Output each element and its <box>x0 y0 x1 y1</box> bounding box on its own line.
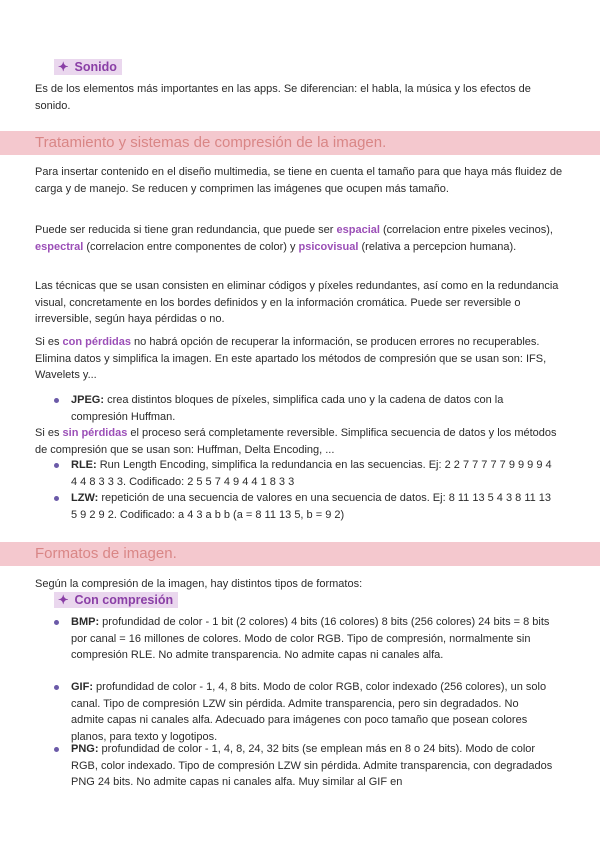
sonido-paragraph: Es de los elementos más importantes en las apps. Se diferencian: el habla, la música y los efectos de sonido. <box>35 83 531 112</box>
list-item-gif <box>54 679 554 745</box>
bullet-icon <box>54 747 59 752</box>
term-gif: GIF: <box>71 681 93 693</box>
compresion-paragraph-2 <box>35 222 565 255</box>
compresion-paragraph-3: Las técnicas que se usan consisten en eliminar códigos y píxeles redundantes, así como en la redundancia visual, concretamente en los bordes definidos y en la información cromática. Puede ser reversible o irreversible, según haya pérdidas o no. <box>35 280 559 325</box>
con-compresion-subheading <box>54 592 178 608</box>
text-run: profundidad de color - 1, 4, 8 bits. Modo de color RGB, color indexado (256 colores), un solo canal. Tipo de compresión LZW sin pérdida. Admite transparencia, pero sin degradados. No admite capas ni canales alfa. Adecuado para imágenes con poco tamaño que posean colores planos, para texto y logotipos. <box>71 681 547 743</box>
highlight-espacial: espacial <box>336 224 380 236</box>
highlight-sin-perdidas: sin pérdidas <box>62 427 128 439</box>
text-run: profundidad de color - 1, 4, 8, 24, 32 bits (se emplean más en 8 o 24 bits). Modo de color RGB, color indexado. Tipo de compresión LZW sin pérdida. Admite transparencia, con degradados PNG 24 bits. No admite capas ni canales alfa. Muy similar al GIF en <box>71 743 553 788</box>
star-icon: ✦ <box>58 60 69 74</box>
list-item-text <box>71 679 554 745</box>
compresion-heading: Tratamiento y sistemas de compresión de la imagen. <box>35 134 387 151</box>
text-run: profundidad de color - 1 bit (2 colores) 4 bits (16 colores) 8 bits (256 colores) 24 bits = 8 bits por canal = 16 millones de colores. Modo de color RGB. Tipo de compresión, normalmente sin compresión RLE. No admite transparencia. No admite capas ni canales alfa. <box>71 616 550 661</box>
list-item-text <box>71 741 554 791</box>
star-icon: ✦ <box>58 593 69 607</box>
formatos-intro: Según la compresión de la imagen, hay distintos tipos de formatos: <box>35 578 363 590</box>
term-png: PNG: <box>71 743 99 755</box>
list-item-text <box>71 457 554 490</box>
list-item-lzw <box>54 490 554 523</box>
text-run: (relativa a percepcion humana). <box>358 240 517 253</box>
text-run: crea distintos bloques de píxeles, simplifica cada uno y la cadena de datos con la compresión Huffman. <box>71 394 504 423</box>
list-item-text <box>71 614 554 664</box>
bullet-icon <box>54 496 59 501</box>
text-run: (correlacion entre componentes de color) y <box>83 240 299 253</box>
bullet-icon <box>54 398 59 403</box>
compresion-heading-band <box>0 131 600 155</box>
text-run: repetición de una secuencia de valores en una secuencia de datos. Ej: 8 11 13 5 4 3 8 11 13 5 9 2 9 2. Codificado: a 4 3 a b b (a = 8 11 13 5, b = 9 2) <box>71 492 552 521</box>
term-lzw: LZW: <box>71 492 99 504</box>
text-run: Puede ser reducida si tiene gran redundancia, que puede ser <box>35 224 337 236</box>
text-run: el proceso será completamente reversible. Simplifica secuencia de datos y los métodos de compresión que se usan son: Huffman, Delta Encoding, ... <box>35 427 557 456</box>
compresion-paragraph-1: Para insertar contenido en el diseño multimedia, se tiene en cuenta el tamaño para que haya más fluidez de carga y de manejo. Se reducen y comprimen las imágenes que ocupen más tamaño. <box>35 166 563 195</box>
formatos-heading: Formatos de imagen. <box>35 545 177 562</box>
sonido-title: Sonido <box>74 60 117 74</box>
list-item-jpeg <box>54 392 554 425</box>
list-item-png <box>54 741 554 791</box>
text-run: Si es <box>35 427 63 439</box>
term-jpeg: JPEG: <box>71 394 105 406</box>
text-run: Si es <box>35 336 63 348</box>
compresion-paragraph-4 <box>35 334 565 384</box>
list-item-text <box>71 392 554 425</box>
bullet-icon <box>54 463 59 468</box>
highlight-con-perdidas: con pérdidas <box>62 336 131 348</box>
sonido-subheading <box>54 59 122 75</box>
list-item-rle <box>54 457 554 490</box>
term-bmp: BMP: <box>71 616 100 628</box>
list-item-text <box>71 490 554 523</box>
text-run: (correlacion entre pixeles vecinos), <box>379 224 553 236</box>
bullet-icon <box>54 685 59 690</box>
list-item-bmp <box>54 614 554 664</box>
term-rle: RLE: <box>71 459 97 471</box>
highlight-espectral: espectral <box>35 240 84 253</box>
bullet-icon <box>54 620 59 625</box>
text-run: Run Length Encoding, simplifica la redundancia en las secuencias. Ej: 2 2 7 7 7 7 7 9 9 9 9 4 4 4 8 3 3 3. Codificado: 2 5 5 7 4 9 4 4 1 8 3 3 <box>71 459 552 488</box>
highlight-psicovisual: psicovisual <box>298 240 359 253</box>
con-compresion-title: Con compresión <box>74 593 174 607</box>
compresion-paragraph-5 <box>35 425 565 458</box>
text-run: no habrá opción de recuperar la información, se producen errores no recuperables. Elimina datos y simplifica la imagen. En este apartado los métodos de compresión que se usan son: IFS, Wavelets y... <box>35 336 547 381</box>
formatos-heading-band <box>0 542 600 566</box>
